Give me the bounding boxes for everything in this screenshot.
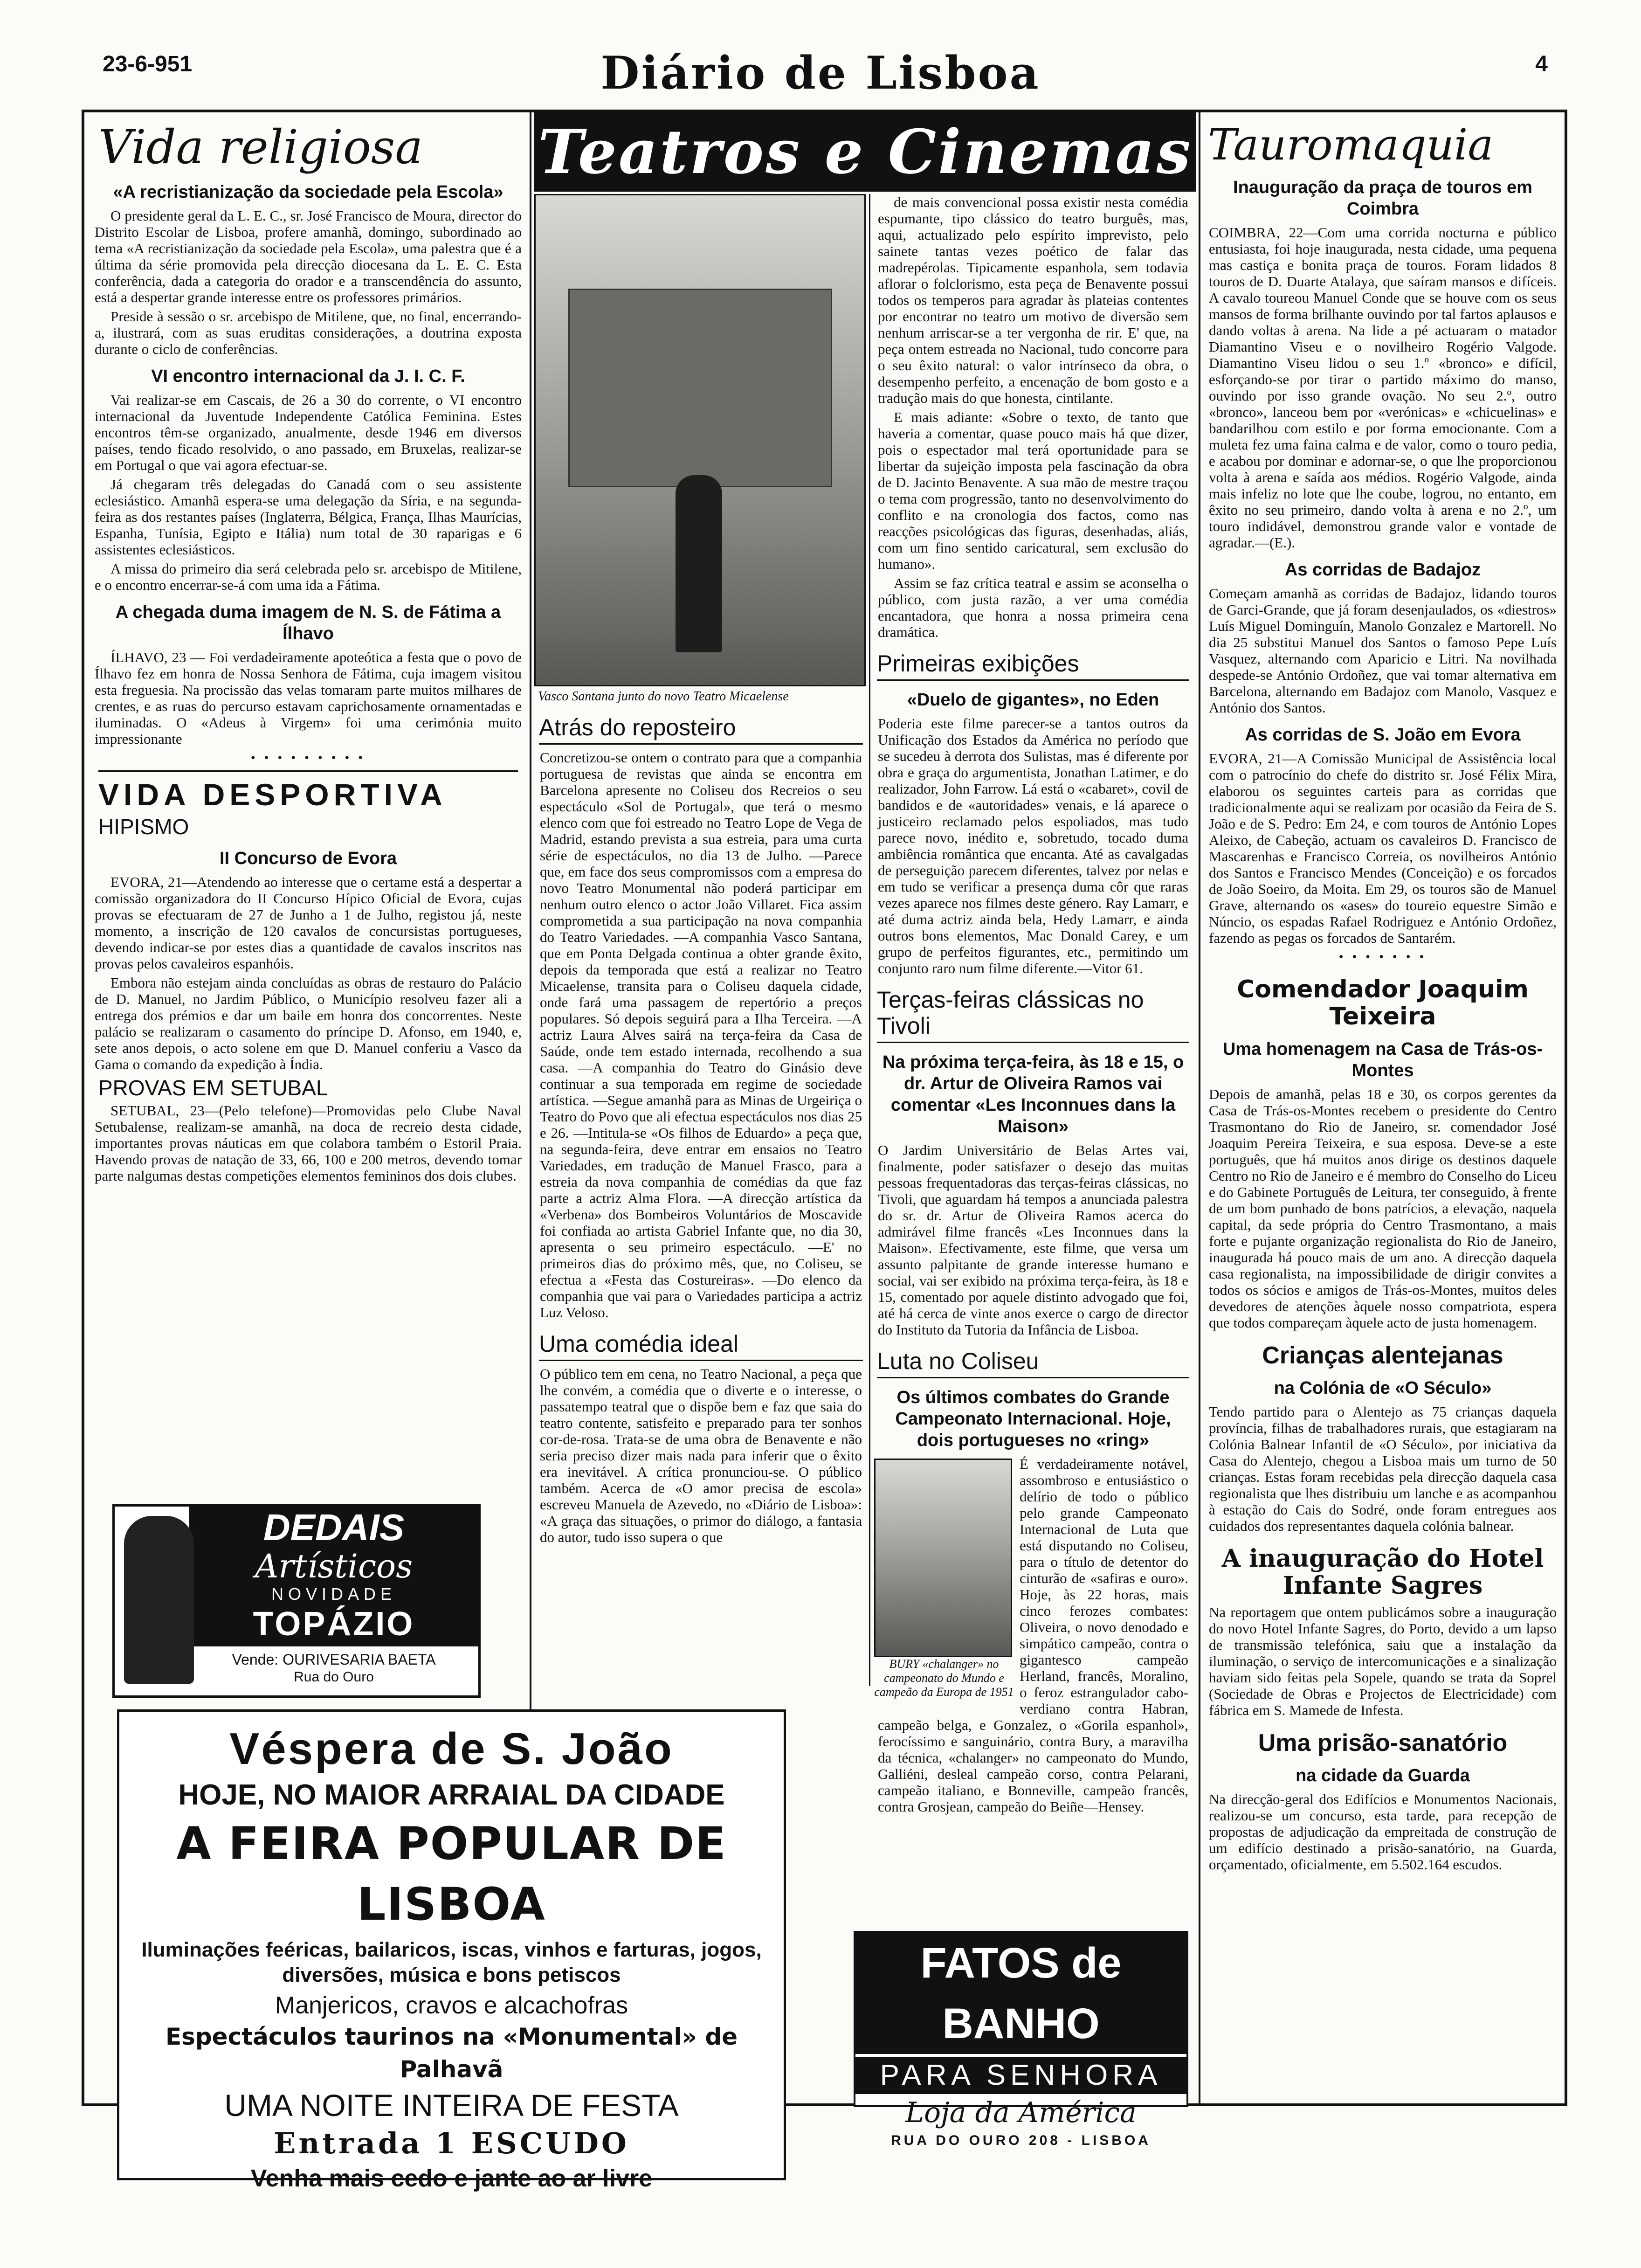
issue-date: 23-6-951 xyxy=(103,52,193,76)
section-subtitle: PROVAS EM SETUBAL xyxy=(98,1076,328,1100)
article-body: Na reportagem que ontem publicámos sobre a inauguração do novo Hotel Infante Sagres, do Porto, devido a um lapso de transmissão telefónica, saiu que a instalação da iluminação, o serviço de intercomunicações e a sinalização haviam sido feitas pela Sopele, quando se trata da Soprel (Sociedade de Obras e Projectos de Electricidade) com fábrica em S. Mamede de Infesta. xyxy=(1209,1604,1557,1718)
subcolumn-right xyxy=(872,194,1194,1919)
headline: As corridas de S. João em Evora xyxy=(1245,725,1521,745)
headline: VI encontro internacional da J. I. C. F. xyxy=(151,366,465,386)
headline: A chegada duma imagem de N. S. de Fátima a Ílhavo xyxy=(115,602,501,643)
headline-luta: Luta no Coliseu xyxy=(877,1348,1189,1378)
headline-duelo: «Duelo de gigantes», no Eden xyxy=(907,690,1159,710)
headline-luta-sub: Os últimos combates do Grande Campeonato Internacional. Hoje, dois portugueses no «ring» xyxy=(895,1388,1171,1450)
article-body: O presidente geral da L. E. C., sr. José Francisco de Moura, director do Distrito Escolar de Lisboa, profere amanhã, domingo, subordinado ao tema «A recristianização da sociedade pela Escola», uma palestra que é a última da série promovida pela direcção diocesana da L. E. C. Esta conferência, dada a categoria do orador e a transcendência do assunto, está a despertar grande interesse entre os professores primários. Preside à sessão o sr. arcebispo de Mitilene, que, no final, encerrando-a, ilustrará, com as suas eruditas considerações, a doutrina exposta durante o ciclo de conferências. xyxy=(95,207,522,357)
subcolumn-rule xyxy=(869,194,870,1686)
article-body: Depois de amanhã, pelas 18 e 30, os corpos gerentes da Casa de Trás-os-Montes recebem o presidente do Centro Trasmontano do Rio de Janeiro, sr. comendador José Joaquim Pereira Teixeira, e sua esposa. Deve-se a este português, que há muitos anos dirige os destinos daquele Centro no Rio de Janeiro e é membro do Conselho do Liceu e do Gabinete Português de Leitura, ter conseguido, à frente de um bom punhado de bons patrícios, a elevação, naquela capital, da sede própria do Centro Trasmontano, a mais forte e pujante organização regionalista do Rio de Janeiro, inaugurada há pouco mais de um ano. A direcção daquela casa regionalista, na impossibilidade de dirigir convites a todos os sócios e amigos de Trás-os-Montes, muitos deles devedores de atenções àquele nosso compatriota, espera que todos compareçam àquele acto de justa homenagem. xyxy=(1209,1086,1557,1331)
ad-feira-popular: Véspera de S. João HOJE, NO MAIOR ARRAIAL DA CIDADE A FEIRA POPULAR DE LISBOA Iluminações feéricas, bailaricos, iscas, vinhos e farturas, jogos, diversões, música e bons petiscos Manjericos, cravos e alcachofras Espectáculos taurinos na «Monumental» de Palhavã UMA NOITE INTEIRA DE FESTA Entrada 1 ESCUDO Venha mais cedo e jante ao ar livre xyxy=(117,1709,786,2180)
article-body: O Jardim Universitário de Belas Artes vai, finalmente, poder satisfazer o desejo das muitas pessoas frequentadoras das terças-feiras clássicas, no Tivoli, que aguardam há tempos a anunciada palestra do sr. dr. Artur de Oliveira Ramos acerca do admirável filme francês «Les Inconnues dans la Maison». Efectivamente, este filme, que versa um assunto palpitante de grande interesse humano e social, vai ser exibido na próxima terça-feira, às 18 e 15, comentado por aquele distinto advogado que foi, até há cerca de vinte anos exerce o cargo de director do Instituto da Tutoria da Infância de Lisboa. xyxy=(878,1142,1188,1338)
article-body: É verdadeiramente notável, assombroso e entusiástico o delírio de todo o público pelo grande Campeonato Internacional de Luta que está disputando no Coliseu, para o título de detentor do cinturão de «safiras e ouro». Hoje, às 22 horas, mais cinco ferozes combates: Oliveira, o novo denodado e simpático campeão, contra o gigantesco campeão Herland, francês, Moralino, o feroz estrangulador cabo-verdiano contra Habran, campeão belga, e Gonzalez, o «Gorila espanhol», ferocíssimo e sanguinário, contra Bury, a maravilha da técnica, «chalanger» no campeonato do Mundo, Galliéni, desleal campeão corso, contra Pelarani, campeão italiano, e Bonneville, campeão francês, contra Grosjean, campeão do Beiñe—Hensey. xyxy=(878,1456,1188,1815)
article-body: EVORA, 21—A Comissão Municipal de Assistência local com o patrocínio do chefe do distrito sr. José Félix Mira, elaborou os seguintes carteis para as corridas que tradicionalmente aqui se realizam por ocasião da Feira de S. João e de S. Pedro: Em 24, e com touros de António Lopes Aleixo, de Cabeção, actuam os cavaleiros D. Francisco de Mascarenhas e Francisco Correia, os novilheiros António dos Santos e Francisco Mendes (Conceição) e os forcados de João Soeiro, da Moita. Em 29, os touros são de Manuel Grave, alternando os «ases» do toureio equestre Simão e Núncio, os espadas Rafael Rodriguez e António Ordoñez, fazendo as pegas os forcados de Santarém. xyxy=(1209,750,1557,946)
headline: A inauguração do Hotel Infante Sagres xyxy=(1221,1544,1544,1600)
building-shape xyxy=(568,289,832,487)
ad-fatos-de-banho: FATOS de BANHO PARA SENHORA Loja da América RUA DO OURO 208 - LISBOA xyxy=(854,1931,1188,2107)
subheadline: na cidade da Guarda xyxy=(1296,1766,1470,1785)
thimble-icon xyxy=(124,1516,194,1684)
article-body: SETUBAL, 23—(Pelo telefone)—Promovidas pelo Clube Naval Setubalense, realizam-se amanhã, na doca de recreio desta cidade, importantes provas náuticas em que colabora também o Estoril Praia. Havendo provas de natação de 33, 66, 100 e 200 metros, devendo tomar parte nalgumas destas competições elementos femininos dos dois clubes. xyxy=(95,1102,522,1184)
headline: Inauguração da praça de touros em Coimbra xyxy=(1233,178,1532,219)
headline: Uma prisão-sanatório xyxy=(1258,1729,1508,1756)
photo-caption: Vasco Santana junto do novo Teatro Micaelense xyxy=(538,689,789,704)
section-banner-teatros: Teatros e Cinemas xyxy=(534,112,1196,192)
masthead xyxy=(93,47,1548,107)
column-rule xyxy=(1199,112,1200,2103)
article-body: Começam amanhã as corridas de Badajoz, lidando touros de Garci-Grande, que já foram desenjaulados, os «diestros» Luís Miguel Dominguín, Manolo Gonzalez e Martorell. No dia 25 substitui Manuel dos Santos o famoso Pepe Luís Vasquez, alternando com Aparicio e Litri. Na novilhada despede-se António Ordoñez, que vai tomar alternativa em Barcelona, alternando em Badajoz com Manolo, Vasquez e António dos Santos. xyxy=(1209,585,1557,716)
divider: • • • • • • • xyxy=(1338,950,1427,964)
article-body: Concretizou-se ontem o contrato para que a companhia portuguesa de revistas que ainda se encontra em Barcelona apresente no Coliseu dos Recreios o seu espectáculo «Sol de Portugal», que terá o mesmo elenco com que foi estreado no Teatro Lope de Vega de Madrid, estando prevista a sua estreia, para uma curta série de espectáculos, no dia 13 de Julho. —Parece que, em face dos seus compromissos com a empresa do novo Teatro Monumental não poderá participar em nenhum outro elenco o actor João Villaret. Fica assim comprometida a sua participação na nova companhia do Teatro Variedades. —A companhia Vasco Santana, que em Ponta Delgada continua a obter grande êxito, depois da temporada que está a realizar no Teatro Micaelense, transita para o Coliseu daquela cidade, onde fará uma passagem de repertório a preços populares. Só depois seguirá para a Ilha Terceira. —A actriz Laura Alves sairá na terça-feira da Casa de Saúde, onde tem estado internada, recolhendo a sua casa. —A companhia do Teatro do Ginásio deve continuar a sua temporada em regime de sociedade artística. —Segue amanhã para as Minas de Urgeiriça o Teatro do Povo que ali efectua espectáculos nos dias 25 e 26. —Intitula-se «Os filhos de Eduardo» a peça que, na segunda-feira, deve entrar em ensaios no Teatro Variedades, em tradução de Manuel Frasco, para a estreia da nova companhia de comédias da que faz parte a actriz Alma Flora. —A direcção artística da «Verbena» dos Bombeiros Voluntários de Moscavide foi confiada ao artista Gabriel Infante que, no dia 30, apresenta o seu primeiro espectáculo. —E' no primeiros dias do próximo mês, que, no Coliseu, se efectua a «Festa das Costureiras». —Do elenco da companhia que vai para o Variedades participa a actriz Luz Veloso. xyxy=(540,749,862,1321)
subcolumn-left xyxy=(534,194,868,1686)
headline-comedia: Uma comédia ideal xyxy=(539,1331,863,1361)
column-right xyxy=(1203,112,1562,2103)
photo-bury-block xyxy=(874,1459,1014,1699)
subheadline: na Colónia de «O Século» xyxy=(1274,1378,1492,1398)
photo-teatro-micaelense xyxy=(534,194,866,686)
article-body: COIMBRA, 22—Com uma corrida nocturna e público entusiasta, foi hoje inaugurada, nesta cidade, uma pequena mas castiça e bonita praça de touros. Foram lidados 8 touros de D. Duarte Atalaya, que saíram mansos e difíceis. A cavalo toureou Manuel Conde que se houve com os seus mansos de forma brilhante ouvindo por tal fartos aplausos e dando voltas à arena. Na lide a pé actuaram o matador Diamantino Viseu e o novilheiro Rogério Valgode. Diamantino Viseu lidou o seu 1.º «bronco» e difícil, esforçando-se por tirar o partido máximo do manso, ouvindo por isso grande ovação. No seu 2.º, outro «bronco», lanceou bem por «verónicas» e «chicuelinas» e bandarilhou com estilo e por forma emocionante. Com a muleta fez uma faina calma e de valor, como o touro pedia, e acabou por dominar e adornar-se, o que lhe proporcionou volta à arena e saída aos médios. Rogério Valgode, ainda mais infeliz no lote que lhe coube, logrou, no entanto, em êxito no seu primeiro, dando volta à arena e no 2.º, um touro indidável, demonstrou grande valor e vontade de agradar.—(E.). xyxy=(1209,224,1557,551)
subheadline: Uma homenagem na Casa de Trás-os-Montes xyxy=(1222,1039,1543,1080)
section-title-vida-desportiva: VIDA DESPORTIVA xyxy=(98,770,518,812)
photo-caption: BURY «chalanger» no campeonato do Mundo e campeão da Europa de 1951 xyxy=(874,1657,1014,1699)
article-body: Tendo partido para o Alentejo as 75 crianças daquela província, filhas de trabalhadores rurais, que estagiaram na Colónia Balnear Infantil de «O Século», por iniciativa da Casa do Alentejo, chegou a Lisboa mais um turno de 50 crianças. Estas foram recebidas pela direcção daquela casa regionalista que lhes distribuiu um lanche e as acompanhou à estação do Cais do Sodré, onde foram entregues aos cuidados dos representantes daquela colónia balnear. xyxy=(1209,1404,1557,1534)
article-body: Poderia este filme parecer-se a tantos outros da Unificação dos Estados da América no período que se sucedeu à derrota dos Sulistas, mas é diferente por obra e graça do argumentista, Jonathan Latimer, e do realizador, John Farrow. Lá está o «cabaret», covil de bandidos e de «autoridades» venais, e lá aparece o justiceiro reclamado pelos espoliados, mas tudo parece novo, inédito e, sobretudo, tocado duma ambiência romântica que encanta. Até as cavalgadas de perseguição parecem diferentes, talvez por nelas e em tudo se verificar a presença duma côr que raras vezes aparece nos filmes deste género. Ray Lamarr, e até duma actriz ainda bela, Hedy Lamarr, e ainda outros bons elementos, Mac Donald Carey, e um grupo de perfeitos figurantes, etc., permitindo um conjunto raro num filme diferente.—Vitor 61. xyxy=(878,715,1188,976)
article-body: Vai realizar-se em Cascais, de 26 a 30 do corrente, o VI encontro internacional da Juventude Independente Católica Feminina. Estes encontros têm-se organizado, anualmente, desde 1946 em diversos países, tendo ficado resolvido, o ano passado, em Bruxelas, realizar-se em Portugal o que vai agora efectuar-se. Já chegaram três delegadas do Canadá com o seu assistente eclesiástico. Amanhã espera-se uma delegação da Síria, e na segunda-feira as dos restantes países (Inglaterra, Bélgica, França, Ilhas Maurícias, Espanha, Tunísia, Egipto e Itália) num total de 30 raparigas e 6 assistentes eclesiásticos. A missa do primeiro dia será celebrada pelo sr. arcebispo de Mitilene, e o encontro encerrar-se-á com uma ida a Fátima. xyxy=(95,392,522,593)
headline: Crianças alentejanas xyxy=(1262,1342,1503,1369)
article-body: Na direcção-geral dos Edifícios e Monumentos Nacionais, realizou-se um concurso, esta tarde, para recepção de propostas de adjudicação da empreitada de construção de um edifício destinado a prisão-sanatório, na Guarda, orçamentado, oficialmente, em 5.502.164 escudos. xyxy=(1209,1791,1557,1873)
headline-atras: Atrás do reposteiro xyxy=(539,714,863,745)
headline-tercas-sub: Na próxima terça-feira, às 18 e 15, o dr. Artur de Oliveira Ramos vai comentar «Les Inconnues dans la Maison» xyxy=(882,1052,1184,1136)
section-title-tauromaquia: Tauromaquia xyxy=(1208,120,1494,170)
headline: As corridas de Badajoz xyxy=(1284,560,1481,580)
headline-tercas: Terças-feiras clássicas no Tivoli xyxy=(877,987,1189,1043)
article-body: ÍLHAVO, 23 — Foi verdadeiramente apoteótica a festa que o povo de Ílhavo fez em honra de Nossa Senhora de Fátima, cuja imagem visitou esta freguesia. Na procissão das velas tomaram parte muitos milhares de crentes, e as ruas do percurso estavam caprichosamente ornamentadas e iluminadas. O «Adeus à Virgem» foi uma cerimónia muito impressionante xyxy=(95,649,522,747)
section-subtitle: HIPISMO xyxy=(98,815,189,839)
photo-bury xyxy=(874,1459,1012,1657)
article-body: EVORA, 21—Atendendo ao interesse que o certame está a despertar a comissão organizadora do II Concurso Hípico Oficial de Evora, cujas provas se efectuaram de 27 de Junho a 1 de Julho, registou já, neste momento, a inscrição de 120 cavalos de concursistas portugueses, devendo indicar-se por estes dias a quantidade de cavalos inscritos nas provas pelos cavaleiros espanhóis. Embora não estejam ainda concluídas as obras de restauro do Palácio de D. Manuel, no Jardim Público, o Município resolveu fazer ali a entrega dos prémios e dar um baile em honra dos concorrentes. Neste palácio se realizaram o casamento do príncipe D. Afonso, em 1940, e, sete anos depois, o acto solene em que D. Manuel conferiu a Vasco da Gama o comando da expedição à Índia. xyxy=(95,874,522,1072)
section-title-vida-religiosa: Vida religiosa xyxy=(98,120,423,174)
divider: • • • • • • • • • xyxy=(250,751,366,765)
headline: Comendador Joaquim Teixeira xyxy=(1237,975,1529,1030)
headline: «A recristianização da sociedade pela Escola» xyxy=(113,182,503,202)
headline: II Concurso de Evora xyxy=(219,849,397,868)
page-frame xyxy=(82,110,1567,2192)
ad-topazio: DEDAIS Artísticos NOVIDADE TOPÁZIO Vende: OURIVESARIA BAETA Rua do Ouro xyxy=(112,1504,481,1698)
person-figure xyxy=(676,475,722,652)
article-body: de mais convencional possa existir nesta comédia espumante, tipo clássico do teatro burguês, mas, aqui, actualizado pelo espírito imprevisto, pelo sainete tantas vezes poético de falar das madrepérolas. Tipicamente espanhola, sem todavia aflorar o folclorismo, esta peça de Benavente possui todos os temperos para agradar às plateias contentes por encontrar no teatro um motivo de diversão sem nenhum arriscar-se a ter vergonha de rir. E' que, na peça ontem estreada no Nacional, tudo concorre para o seu êxito natural: o valor intrínseco da obra, o desempenho perfeito, a encenação de bom gosto e a tradução mais do que honesta, cintilante. E mais adiante: «Sobre o texto, de tanto que haveria a comentar, quase pouco mais há que dizer, pois o espectador mal terá oportunidade para se libertar da sujeição imposta pela fascinação da obra de D. Jacinto Benavente. A sua mão de mestre traçou o tema com progressão, tanto no desenvolvimento do conflito e na cronologia dos factos, como nas reacções psicológicas das figuras, desenhadas, aliás, com um fino sentido caricatural, sem exclusão do humano». Assim se faz crítica teatral e assim se aconselha o público, com justa razão, a ver uma comédia encantadora, que honra a nossa primeira cena dramática. xyxy=(878,194,1188,640)
headline-primeiras: Primeiras exibições xyxy=(877,650,1189,681)
page-number: 4 xyxy=(1535,52,1548,76)
newspaper-title: Diário de Lisboa xyxy=(600,47,1041,99)
article-body: O público tem em cena, no Teatro Nacional, a peça que lhe convém, a comédia que o diverte e o interesse, o passatempo teatral que o dispõe bem e faz que saia do teatro contente, satisfeito e preparado para ter sonhos cor-de-rosa. Trata-se de uma obra de Benavente e não seria preciso dizer mais nada para inferir que o êxito era inevitável. A crítica pronunciou-se. O público também. Acerca de «O amor precisa de escola» escreveu Manuela de Azevedo, no «Diário de Lisboa»: «A graça das situações, o primor do diálogo, a fantasia do autor, tudo isso supera o que xyxy=(540,1366,862,1545)
